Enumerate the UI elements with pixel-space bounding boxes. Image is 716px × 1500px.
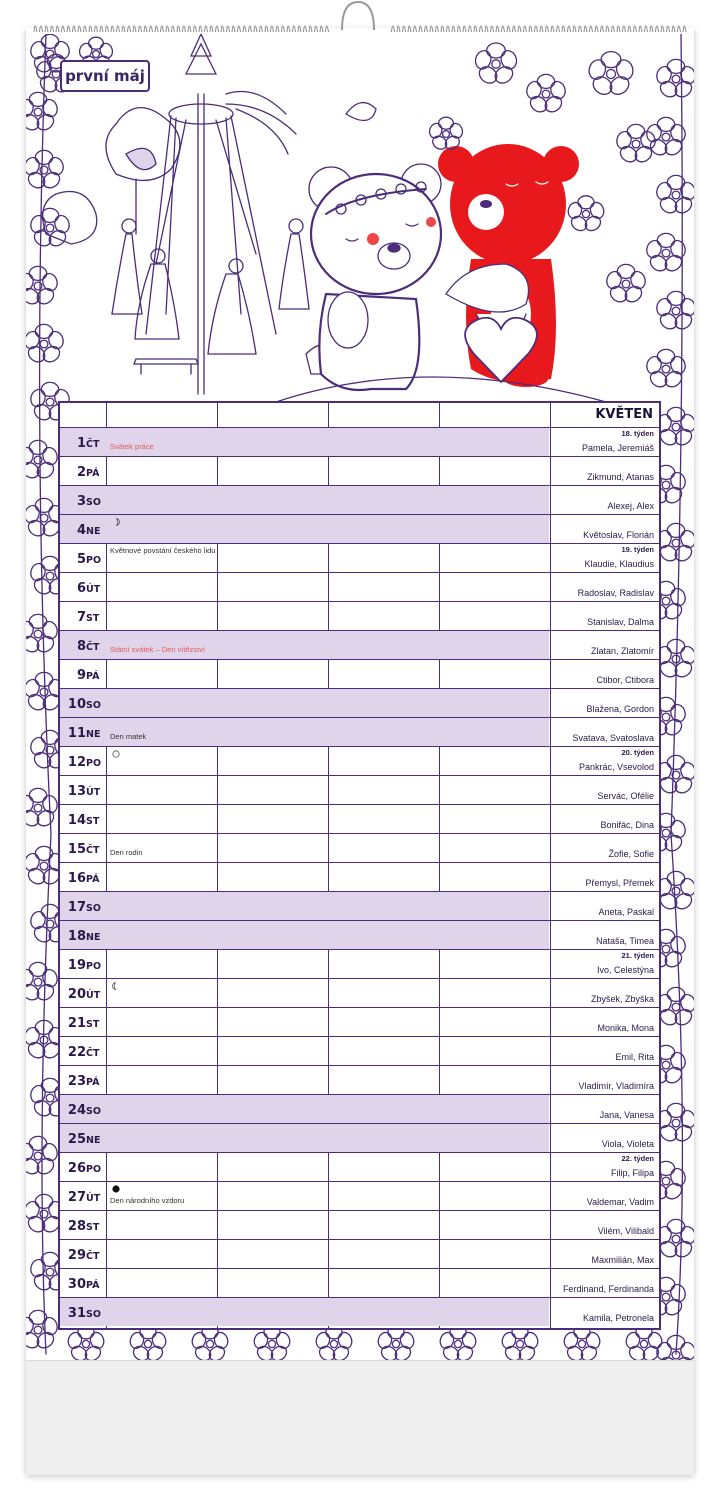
event-label: Den národního vzdoru bbox=[110, 1196, 185, 1205]
name-day: Ivo, Celestýna bbox=[596, 965, 654, 975]
name-day: Jana, Vanesa bbox=[599, 1110, 654, 1120]
event-label: Státní svátek – Den vítězství bbox=[110, 645, 206, 654]
day-row[interactable] bbox=[60, 1036, 659, 1065]
day-row[interactable] bbox=[60, 949, 659, 978]
day-name: ÚT bbox=[86, 787, 101, 798]
name-day: Nataša, Timea bbox=[595, 936, 654, 946]
day-row[interactable] bbox=[60, 1239, 659, 1268]
day-number: 4 bbox=[76, 523, 86, 538]
day-name: NE bbox=[86, 932, 101, 943]
name-day: Blažena, Gordon bbox=[586, 704, 654, 714]
day-number: 7 bbox=[76, 610, 86, 625]
day-number: 9 bbox=[76, 668, 86, 683]
moon-phase-icon bbox=[112, 1185, 120, 1193]
day-number: 1 bbox=[76, 436, 86, 451]
day-name: PÁ bbox=[86, 671, 100, 682]
event-label: Den matek bbox=[110, 732, 147, 741]
day-name: PO bbox=[86, 555, 102, 566]
week-label: 22. týden bbox=[621, 1154, 654, 1163]
day-row[interactable] bbox=[60, 630, 659, 659]
name-day: Emil, Rita bbox=[615, 1052, 654, 1062]
name-day: Pamela, Jeremiáš bbox=[581, 443, 654, 453]
day-row[interactable] bbox=[60, 746, 659, 775]
day-row[interactable] bbox=[60, 1123, 659, 1152]
row-shade bbox=[106, 515, 549, 543]
week-label: 18. týden bbox=[621, 429, 654, 438]
day-row[interactable] bbox=[60, 659, 659, 688]
day-row[interactable] bbox=[60, 1181, 659, 1210]
day-row[interactable] bbox=[60, 601, 659, 630]
day-name: PO bbox=[86, 1164, 102, 1175]
day-name: NE bbox=[86, 1135, 101, 1146]
row-shade bbox=[106, 689, 549, 717]
bottom-flower-border bbox=[66, 1326, 664, 1360]
name-day: Alexej, Alex bbox=[607, 501, 654, 511]
day-number: 8 bbox=[76, 639, 86, 654]
page-title-box bbox=[60, 60, 150, 92]
page-title: první máj bbox=[65, 67, 145, 85]
day-row[interactable] bbox=[60, 1065, 659, 1094]
row-shade bbox=[106, 1298, 549, 1326]
moon-phase-icon bbox=[112, 750, 120, 758]
day-name: NE bbox=[86, 526, 101, 537]
day-name: ST bbox=[86, 613, 100, 624]
day-name: ST bbox=[86, 1019, 100, 1030]
day-row[interactable] bbox=[60, 862, 659, 891]
moon-phase-icon bbox=[112, 518, 120, 526]
name-day: Zbyšek, Zbyška bbox=[590, 994, 654, 1004]
day-number: 30 bbox=[67, 1277, 86, 1292]
day-number: 27 bbox=[67, 1190, 86, 1205]
name-day: Ferdinand, Ferdinanda bbox=[562, 1284, 654, 1294]
week-label: 19. týden bbox=[621, 545, 654, 554]
day-name: ST bbox=[86, 1222, 100, 1233]
day-name: PÁ bbox=[86, 1280, 100, 1291]
day-name: ST bbox=[86, 816, 100, 827]
day-number: 10 bbox=[67, 697, 86, 712]
event-label: Květnové povstání českého lidu bbox=[110, 546, 216, 555]
day-number: 13 bbox=[67, 784, 86, 799]
grid-header bbox=[60, 403, 659, 427]
event-label: Svátek práce bbox=[110, 442, 154, 451]
day-row[interactable] bbox=[60, 1094, 659, 1123]
name-day: Filip, Filipa bbox=[610, 1168, 654, 1178]
day-row[interactable] bbox=[60, 543, 659, 572]
moon-phase-icon bbox=[112, 982, 120, 990]
hanger-hook bbox=[338, 0, 378, 32]
day-number: 2 bbox=[76, 465, 86, 480]
day-number: 28 bbox=[67, 1219, 86, 1234]
day-name: ČT bbox=[86, 439, 100, 450]
day-number: 12 bbox=[67, 755, 86, 770]
day-number: 31 bbox=[67, 1306, 86, 1321]
day-row[interactable] bbox=[60, 427, 659, 456]
day-name: NE bbox=[86, 729, 101, 740]
row-shade bbox=[106, 486, 549, 514]
name-day: Stanislav, Dalma bbox=[587, 617, 654, 627]
day-row[interactable] bbox=[60, 456, 659, 485]
day-row[interactable] bbox=[60, 775, 659, 804]
name-day: Bonifác, Dina bbox=[600, 820, 654, 830]
calendar-grid bbox=[58, 401, 661, 1330]
day-number: 6 bbox=[76, 581, 86, 596]
day-number: 18 bbox=[67, 929, 86, 944]
row-shade bbox=[106, 921, 549, 949]
name-day: Vilém, Vilibald bbox=[597, 1226, 654, 1236]
day-number: 5 bbox=[76, 552, 86, 567]
week-label: 20. týden bbox=[621, 748, 654, 757]
day-number: 19 bbox=[67, 958, 86, 973]
day-number: 15 bbox=[67, 842, 86, 857]
day-number: 14 bbox=[67, 813, 86, 828]
name-day: Servác, Ofélie bbox=[597, 791, 654, 801]
row-shade bbox=[106, 718, 549, 746]
day-number: 24 bbox=[67, 1103, 86, 1118]
day-name: ÚT bbox=[86, 584, 101, 595]
name-day: Vladimír, Vladimíra bbox=[578, 1081, 654, 1091]
name-day: Maxmilián, Max bbox=[591, 1255, 654, 1265]
day-name: SO bbox=[86, 1106, 101, 1117]
day-row[interactable] bbox=[60, 514, 659, 543]
day-number: 25 bbox=[67, 1132, 86, 1147]
day-name: PÁ bbox=[86, 874, 100, 885]
day-row[interactable] bbox=[60, 485, 659, 514]
day-number: 17 bbox=[67, 900, 86, 915]
day-name: PO bbox=[86, 758, 102, 769]
row-shade bbox=[106, 892, 549, 920]
day-name: SO bbox=[86, 497, 101, 508]
day-row[interactable] bbox=[60, 891, 659, 920]
name-day: Přemysl, Přemek bbox=[585, 878, 654, 888]
day-number: 16 bbox=[67, 871, 86, 886]
day-name: ČT bbox=[86, 1251, 100, 1262]
day-name: ČT bbox=[86, 642, 100, 653]
name-day: Viola, Violeta bbox=[601, 1139, 654, 1149]
day-name: ČT bbox=[86, 845, 100, 856]
name-day: Kamila, Petronela bbox=[582, 1313, 654, 1323]
week-label: 21. týden bbox=[621, 951, 654, 960]
day-row[interactable] bbox=[60, 688, 659, 717]
day-name: PÁ bbox=[86, 468, 100, 479]
day-number: 23 bbox=[67, 1074, 86, 1089]
month-title: KVĚTEN bbox=[595, 407, 653, 422]
day-number: 11 bbox=[67, 726, 86, 741]
name-day: Žofie, Sofie bbox=[608, 849, 654, 859]
day-name: SO bbox=[86, 903, 101, 914]
row-shade bbox=[106, 1124, 549, 1152]
day-row[interactable] bbox=[60, 572, 659, 601]
day-row[interactable] bbox=[60, 717, 659, 746]
day-name: PÁ bbox=[86, 1077, 100, 1088]
day-row[interactable] bbox=[60, 1297, 659, 1326]
day-number: 22 bbox=[67, 1045, 86, 1060]
white-bear bbox=[309, 164, 441, 390]
name-day: Radoslav, Radislav bbox=[577, 588, 654, 598]
day-row[interactable] bbox=[60, 833, 659, 862]
day-name: PO bbox=[86, 961, 102, 972]
name-day: Klaudie, Klaudius bbox=[584, 559, 654, 569]
day-number: 26 bbox=[67, 1161, 86, 1176]
row-shade bbox=[106, 428, 549, 456]
day-name: ÚT bbox=[86, 1193, 101, 1204]
day-number: 29 bbox=[67, 1248, 86, 1263]
day-row[interactable] bbox=[60, 1268, 659, 1297]
name-day: Zikmund, Atanas bbox=[586, 472, 654, 482]
day-name: SO bbox=[86, 1309, 101, 1320]
name-day: Pankrác, Vsevolod bbox=[578, 762, 654, 772]
day-row[interactable] bbox=[60, 1210, 659, 1239]
name-day: Aneta, Paskal bbox=[598, 907, 654, 917]
day-row[interactable] bbox=[60, 920, 659, 949]
name-day: Zlatan, Zlatomír bbox=[590, 646, 654, 656]
day-number: 21 bbox=[67, 1016, 86, 1031]
name-day: Monika, Mona bbox=[597, 1023, 654, 1033]
day-name: ÚT bbox=[86, 990, 101, 1001]
name-day: Valdemar, Vadim bbox=[586, 1197, 654, 1207]
name-day: Svatava, Svatoslava bbox=[572, 733, 654, 743]
event-label: Den rodin bbox=[110, 848, 143, 857]
day-name: ČT bbox=[86, 1048, 100, 1059]
name-day: Ctibor, Ctibora bbox=[596, 675, 654, 685]
day-number: 20 bbox=[67, 987, 86, 1002]
day-row[interactable] bbox=[60, 1152, 659, 1181]
calendar-bottom-strip bbox=[26, 1360, 694, 1475]
name-day: Květoslav, Florián bbox=[583, 530, 654, 540]
row-shade bbox=[106, 1095, 549, 1123]
day-row[interactable] bbox=[60, 1007, 659, 1036]
day-row[interactable] bbox=[60, 978, 659, 1007]
day-number: 3 bbox=[76, 494, 86, 509]
day-name: SO bbox=[86, 700, 101, 711]
day-row[interactable] bbox=[60, 804, 659, 833]
